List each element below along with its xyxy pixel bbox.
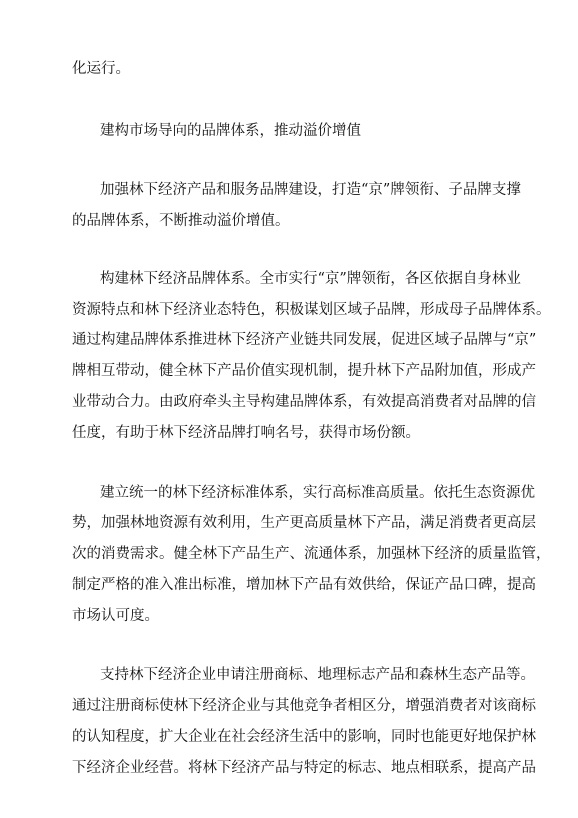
paragraph-line: 构建林下经济品牌体系。全市实行“京”牌领衔，各区依据自身林业	[100, 271, 521, 287]
paragraph-line: 建立统一的林下经济标准体系，实行高标准高质量。依托生态资源优	[100, 485, 535, 501]
paragraph-line: 的认知程度，扩大企业在社会经济生活中的影响，同时也能更好地保护林	[72, 729, 536, 745]
paragraph-line: 支持林下经济企业申请注册商标、地理标志产品和森林生态产品等。	[100, 667, 535, 683]
paragraph-line: 的品牌体系，不断推动溢价增值。	[72, 213, 290, 229]
paragraph-line: 通过构建品牌体系推进林下经济产业链共同发展，促进区域子品牌与“京”	[72, 332, 537, 348]
paragraph-line: 任度，有助于林下经济品牌打响名号，获得市场份额。	[72, 425, 420, 441]
paragraph-line: 资源特点和林下经济业态特色，积极谋划区域子品牌，形成母子品牌体系。	[72, 302, 551, 318]
paragraph-line: 市场认可度。	[72, 608, 159, 624]
paragraph-line: 牌相互带动，健全林下产品价值实现机制，提升林下产品附加值，形成产	[72, 363, 536, 379]
section-heading: 建构市场导向的品牌体系，推动溢价增值	[100, 123, 361, 139]
paragraph-line: 化运行。	[72, 61, 130, 77]
paragraph-line: 业带动合力。由政府牵头主导构建品牌体系，有效提高消费者对品牌的信	[72, 394, 536, 410]
paragraph-line: 次的消费需求。健全林下产品生产、流通体系，加强林下经济的质量监管，	[72, 546, 551, 562]
paragraph-line: 下经济企业经营。将林下经济产品与特定的标志、地点相联系，提高产品	[72, 760, 536, 776]
paragraph-line: 制定严格的准入准出标准，增加林下产品有效供给，保证产品口碑，提高	[72, 577, 536, 593]
paragraph-line: 通过注册商标使林下经济企业与其他竞争者相区分，增强消费者对该商标	[72, 698, 536, 714]
paragraph-line: 加强林下经济产品和服务品牌建设，打造“京”牌领衔、子品牌支撑	[100, 182, 521, 198]
paragraph-line: 势，加强林地资源有效利用，生产更高质量林下产品，满足消费者更高层	[72, 515, 536, 531]
